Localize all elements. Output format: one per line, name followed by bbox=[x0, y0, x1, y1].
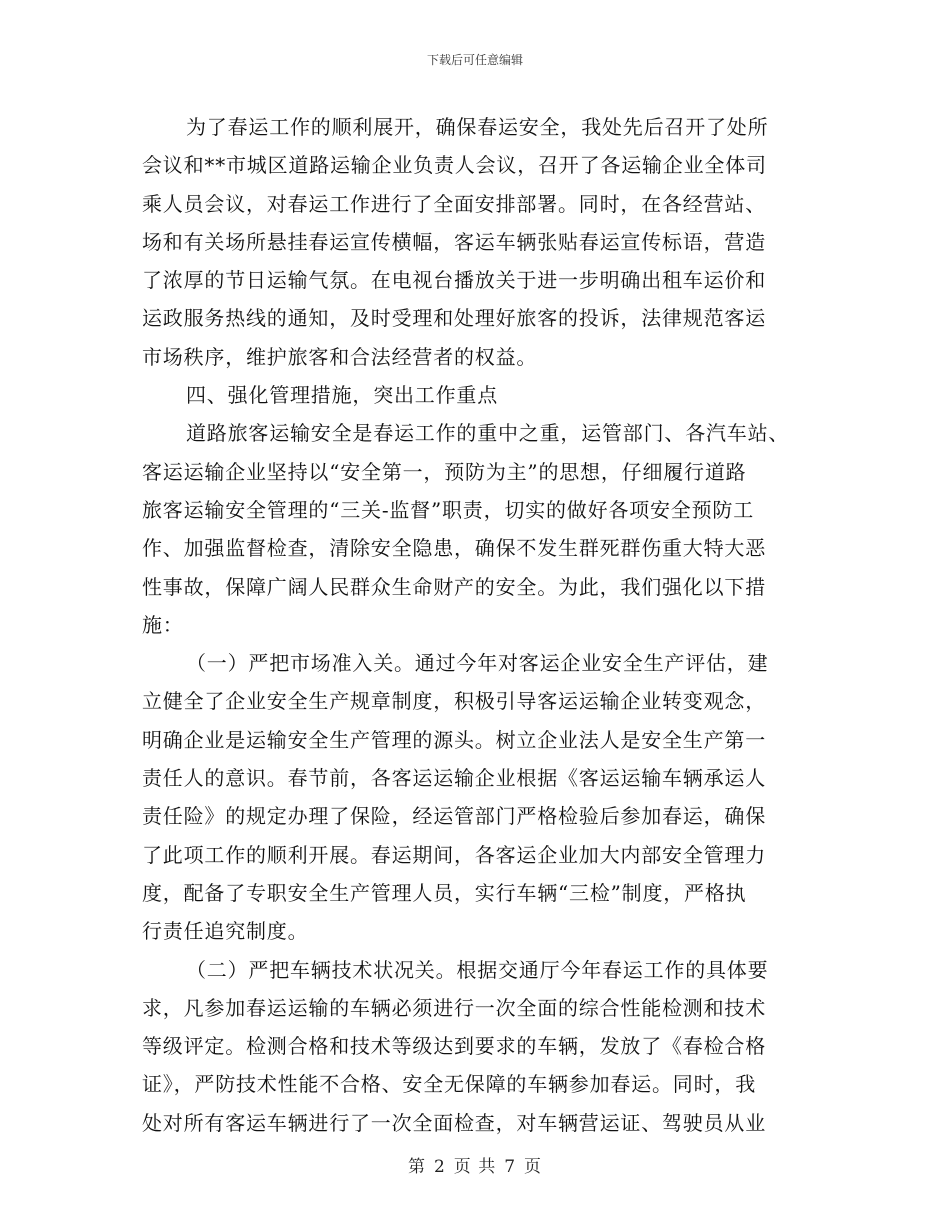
total-pages: 7 bbox=[504, 1157, 517, 1177]
text-line: 了浓厚的节日运输气氛。在电视台播放关于进一步明确出租车运价和 bbox=[142, 268, 766, 293]
text-line: 运政服务热线的通知，及时受理和处理好旅客的投诉，法律规范客运 bbox=[142, 306, 766, 331]
text-line: 客运运输企业坚持以“安全第一，预防为主”的思想，仔细履行道路 bbox=[142, 459, 747, 484]
text-line: 行责任追究制度。 bbox=[142, 919, 309, 944]
footer-middle: 页 共 bbox=[453, 1157, 497, 1177]
text-line: 为了春运工作的顺利展开，确保春运安全，我处先后召开了处所 bbox=[186, 115, 769, 139]
text-line: 了此项工作的顺利开展。春运期间，各客运企业加大内部安全管理力 bbox=[142, 842, 766, 867]
text-line: （一）严把市场准入关。通过今年对客运企业安全生产评估，建 bbox=[186, 651, 769, 676]
text-line: 旅客运输安全管理的“三关-监督”职责，切实的做好各项安全预防工 bbox=[142, 497, 755, 522]
document-body bbox=[142, 108, 810, 1142]
section-heading: 四、强化管理措施，突出工作重点 bbox=[186, 383, 498, 408]
text-line: 处对所有客运车辆进行了一次全面检查，对车辆营运证、驾驶员从业 bbox=[142, 1110, 766, 1135]
text-line: 证》，严防技术性能不合格、安全无保障的车辆参加春运。同时，我 bbox=[142, 1072, 756, 1097]
text-line: 求，凡参加春运运输的车辆必须进行一次全面的综合性能检测和技术 bbox=[142, 995, 766, 1020]
current-page-number: 2 bbox=[433, 1157, 446, 1177]
text-line: 道路旅客运输安全是春运工作的重中之重，运管部门、各汽车站、 bbox=[186, 421, 790, 446]
text-line: 明确企业是运输安全生产管理的源头。树立企业法人是安全生产第一 bbox=[142, 727, 766, 752]
text-line: 度，配备了专职安全生产管理人员，实行车辆“三检”制度，严格执 bbox=[142, 880, 747, 905]
text-line: 等级评定。检测合格和技术等级达到要求的车辆，发放了《春检合格 bbox=[142, 1034, 766, 1059]
footer-prefix: 第 bbox=[407, 1157, 426, 1177]
text-line: 场和有关场所悬挂春运宣传横幅，客运车辆张贴春运宣传标语，营造 bbox=[142, 229, 766, 254]
text-line: 市场秩序，维护旅客和合法经营者的权益。 bbox=[142, 344, 538, 369]
text-line: 乘人员会议，对春运工作进行了全面安排部署。同时，在各经营站、 bbox=[142, 191, 766, 216]
text-line: 责任人的意识。春节前，各客运运输企业根据《客运运输车辆承运人 bbox=[142, 766, 766, 791]
text-line: 作、加强监督检查，清除安全隐患，确保不发生群死群伤重大特大恶 bbox=[142, 536, 766, 561]
text-line: 会议和**市城区道路运输企业负责人会议，召开了各运输企业全体司 bbox=[142, 153, 767, 178]
text-line: 责任险》的规定办理了保险，经运管部门严格检验后参加春运，确保 bbox=[142, 804, 766, 829]
page-header: 下载后可任意编辑 bbox=[426, 53, 523, 67]
text-line: （二）严把车辆技术状况关。根据交通厅今年春运工作的具体要 bbox=[186, 957, 769, 982]
text-line: 性事故，保障广阔人民群众生命财产的安全。为此，我们强化以下措 bbox=[142, 574, 766, 599]
text-line: 施： bbox=[142, 612, 184, 637]
text-line: 立健全了企业安全生产规章制度，积极引导客运运输企业转变观念， bbox=[142, 689, 766, 714]
footer-suffix: 页 bbox=[524, 1157, 543, 1177]
page-footer bbox=[0, 1157, 950, 1177]
